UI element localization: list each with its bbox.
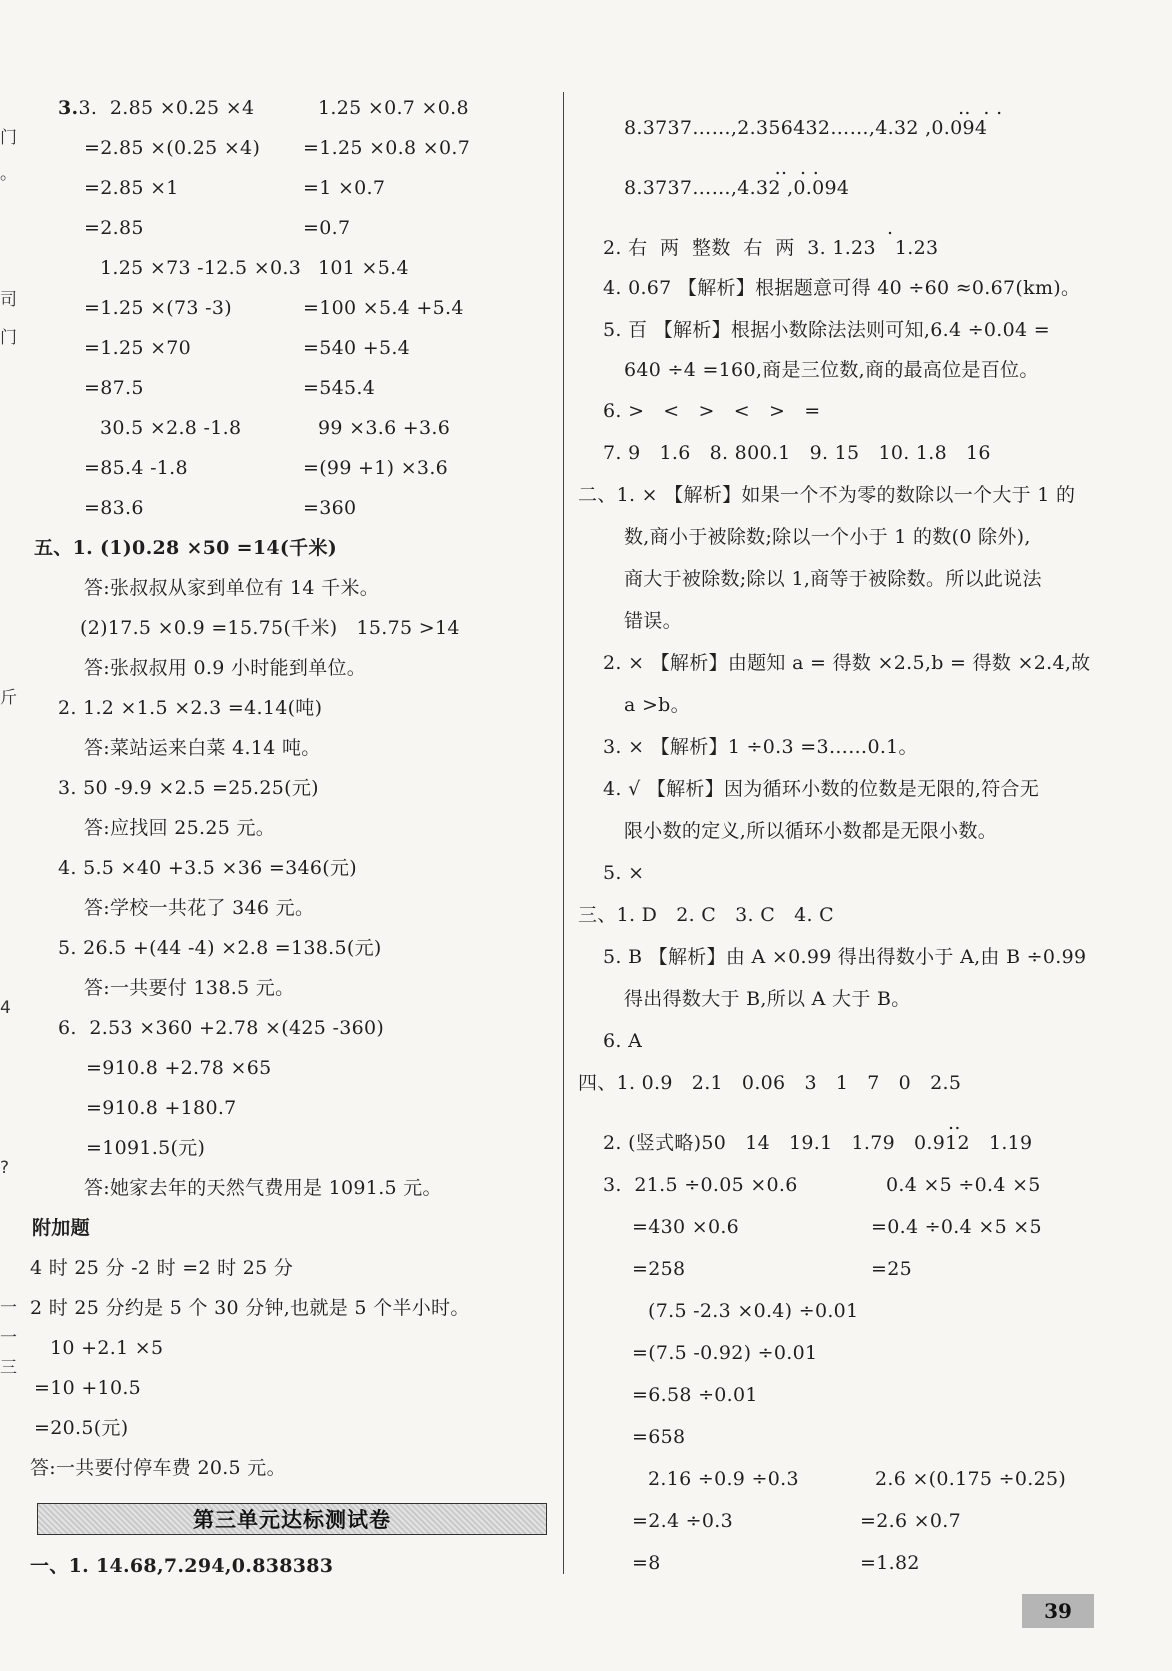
repeating-dots: .. . .: [882, 97, 1003, 119]
answer-line: 8.3737……,4.32 ,0.094: [624, 177, 850, 199]
answer-line: 商大于被除数;除以 1,商等于被除数。所以此说法: [624, 568, 1042, 590]
answer-line: 3. × 【解析】1 ÷0.3 =3……0.1。: [603, 736, 918, 758]
calc-line: 1.25 ×73 -12.5 ×0.3: [100, 257, 302, 279]
answer-line: 640 ÷4 =160,商是三位数,商的最高位是百位。: [624, 359, 1039, 381]
edge-mark: 司: [0, 290, 17, 310]
bonus-heading: 附加题: [32, 1217, 90, 1239]
answer-line: 答:张叔叔用 0.9 小时能到单位。: [84, 657, 367, 679]
section-two-q1: 二、1. × 【解析】如果一个不为零的数除以一个大于 1 的: [578, 484, 1076, 506]
answer-line: 5. B 【解析】由 A ×0.99 得出得数小于 A,由 B ÷0.99: [603, 946, 1087, 968]
calc-line: =0.4 ÷0.4 ×5 ×5: [871, 1216, 1042, 1238]
edge-mark: 一: [0, 1298, 17, 1318]
calc-line: =360: [303, 497, 357, 519]
calc-line: 1.25 ×0.7 ×0.8: [318, 97, 469, 119]
calc-line: =8: [632, 1552, 661, 1574]
right-column: [578, 0, 1172, 1671]
page-number-badge: [1022, 1594, 1094, 1628]
answer-line: 6. A: [603, 1030, 643, 1052]
calc-line: 0.4 ×5 ÷0.4 ×5: [886, 1174, 1041, 1196]
calc-line: 4. 5.5 ×40 +3.5 ×36 =346(元): [58, 857, 357, 879]
calc-line: =83.6: [84, 497, 144, 519]
calc-line: (2)17.5 ×0.9 =15.75(千米) 15.75 >14: [80, 617, 460, 639]
calc-line: =258: [632, 1258, 686, 1280]
calc-line: =1.25 ×70: [84, 337, 192, 359]
answer-line: 5. ×: [603, 862, 645, 884]
edge-mark: 门: [0, 128, 17, 148]
answer-line: 2. 右 两 整数 右 两 3. 1.23 1.23: [603, 237, 939, 259]
repeating-dots: ..: [948, 1112, 961, 1134]
calc-line: =910.8 +180.7: [86, 1097, 237, 1119]
banner-title: 第三单元达标测试卷: [193, 1508, 391, 1532]
answer-line: 答:她家去年的天然气费用是 1091.5 元。: [84, 1177, 442, 1199]
calc-line: =(99 +1) ×3.6: [303, 457, 449, 479]
calc-line: 2.6 ×(0.175 ÷0.25): [875, 1468, 1067, 1490]
calc-line: =910.8 +2.78 ×65: [86, 1057, 272, 1079]
answer-line: 数,商小于被除数;除以一个小于 1 的数(0 除外),: [624, 526, 1031, 548]
page-number: 39: [1044, 1599, 1072, 1623]
text-line: 2 时 25 分约是 5 个 30 分钟,也就是 5 个半小时。: [30, 1297, 470, 1319]
calc-line: =1.25 ×(73 -3): [84, 297, 232, 319]
calc-text: 3. 2.85 ×0.25 ×4: [78, 97, 255, 119]
answer-line: 2. × 【解析】由题知 a = 得数 ×2.5,b = 得数 ×2.4,故: [603, 652, 1091, 674]
calc-line: =2.85: [84, 217, 144, 239]
answer-line: 8.3737……,2.356432……,4.32 ,0.094: [624, 117, 988, 139]
calc-line: =100 ×5.4 +5.4: [303, 297, 464, 319]
calc-line: 4 时 25 分 -2 时 =2 时 25 分: [30, 1257, 294, 1279]
left-column: [0, 0, 560, 1671]
answer-line: 答:张叔叔从家到单位有 14 千米。: [84, 577, 380, 599]
answer-line: a >b。: [624, 694, 690, 716]
calc-line: 30.5 ×2.8 -1.8: [100, 417, 242, 439]
answer-line: 6. > < > < > =: [603, 400, 821, 422]
answer-line: 答:一共要付停车费 20.5 元。: [30, 1457, 286, 1479]
edge-mark: 斤: [0, 688, 17, 708]
edge-mark: ?: [0, 1158, 10, 1178]
edge-mark: 4: [0, 998, 11, 1018]
calc-line: 6. 2.53 ×360 +2.78 ×(425 -360): [58, 1017, 385, 1039]
calc-line: =658: [632, 1426, 686, 1448]
calc-line: =430 ×0.6: [632, 1216, 740, 1238]
section-five-q1: 五、1. (1)0.28 ×50 =14(千米): [34, 537, 338, 559]
repeating-dots: .. . .: [762, 157, 820, 179]
edge-mark: 一: [0, 1328, 17, 1348]
calc-line: =87.5: [84, 377, 144, 399]
edge-mark: 三: [0, 1358, 17, 1378]
calc-line: 2. 1.2 ×1.5 ×2.3 =4.14(吨): [58, 697, 323, 719]
section-one-q1: 一、1. 14.68,7.294,0.838383: [30, 1555, 334, 1577]
calc-line: =2.4 ÷0.3: [632, 1510, 734, 1532]
calc-line: =540 +5.4: [303, 337, 411, 359]
edge-mark: 门: [0, 328, 17, 348]
edge-mark: 。: [0, 164, 17, 184]
calc-line: 3. 21.5 ÷0.05 ×0.6: [603, 1174, 798, 1196]
answer-line: 答:一共要付 138.5 元。: [84, 977, 295, 999]
calc-line: =2.6 ×0.7: [860, 1510, 962, 1532]
answer-line: 答:学校一共花了 346 元。: [84, 897, 315, 919]
calc-line: =2.85 ×(0.25 ×4): [84, 137, 261, 159]
calc-line: =10 +10.5: [34, 1377, 142, 1399]
calc-line: =545.4: [303, 377, 376, 399]
answer-line: 答:菜站运来白菜 4.14 吨。: [84, 737, 321, 759]
calc-line: =1.82: [860, 1552, 920, 1574]
calc-line: 99 ×3.6 +3.6: [318, 417, 451, 439]
calc-line: 101 ×5.4: [318, 257, 409, 279]
answer-line: 2. (竖式略)50 14 19.1 1.79 0.912 1.19: [603, 1132, 1033, 1154]
calc-line: 3. 50 -9.9 ×2.5 =25.25(元): [58, 777, 319, 799]
answer-line: 4. 0.67 【解析】根据题意可得 40 ÷60 ≈0.67(km)。: [603, 277, 1081, 299]
answer-line: 4. √ 【解析】因为循环小数的位数是无限的,符合无: [603, 778, 1040, 800]
calc-line: =1091.5(元): [86, 1137, 206, 1159]
repeating-dots: .: [887, 217, 894, 239]
calc-line: =1 ×0.7: [303, 177, 386, 199]
column-divider: [563, 92, 564, 1574]
answer-line: 答:应找回 25.25 元。: [84, 817, 276, 839]
calc-line: =(7.5 -0.92) ÷0.01: [632, 1342, 818, 1364]
calc-line: =25: [871, 1258, 912, 1280]
section-three-q1: 三、1. D 2. C 3. C 4. C: [578, 904, 834, 926]
calc-line: 2.16 ÷0.9 ÷0.3: [648, 1468, 799, 1490]
calc-line: =20.5(元): [34, 1417, 129, 1439]
calc-line: =6.58 ÷0.01: [632, 1384, 758, 1406]
calc-line: =1.25 ×0.8 ×0.7: [303, 137, 471, 159]
answer-line: 7. 9 1.6 8. 800.1 9. 15 10. 1.8 16: [603, 442, 991, 464]
answer-line: 5. 百 【解析】根据小数除法法则可知,6.4 ÷0.04 =: [603, 319, 1050, 341]
calc-line: =2.85 ×1: [84, 177, 179, 199]
calc-line: 5. 26.5 +(44 -4) ×2.8 =138.5(元): [58, 937, 382, 959]
calc-line: 3.3. 2.85 ×0.25 ×4: [58, 97, 255, 119]
unit-three-banner: [37, 1503, 547, 1535]
calc-line: 10 +2.1 ×5: [50, 1337, 164, 1359]
calc-line: =0.7: [303, 217, 351, 239]
calc-line: (7.5 -2.3 ×0.4) ÷0.01: [648, 1300, 859, 1322]
section-four-q1: 四、1. 0.9 2.1 0.06 3 1 7 0 2.5: [578, 1072, 962, 1094]
answer-line: 得出得数大于 B,所以 A 大于 B。: [624, 988, 911, 1010]
calc-line: =85.4 -1.8: [84, 457, 188, 479]
answer-line: 限小数的定义,所以循环小数都是无限小数。: [624, 820, 998, 842]
answer-line: 错误。: [624, 610, 682, 632]
